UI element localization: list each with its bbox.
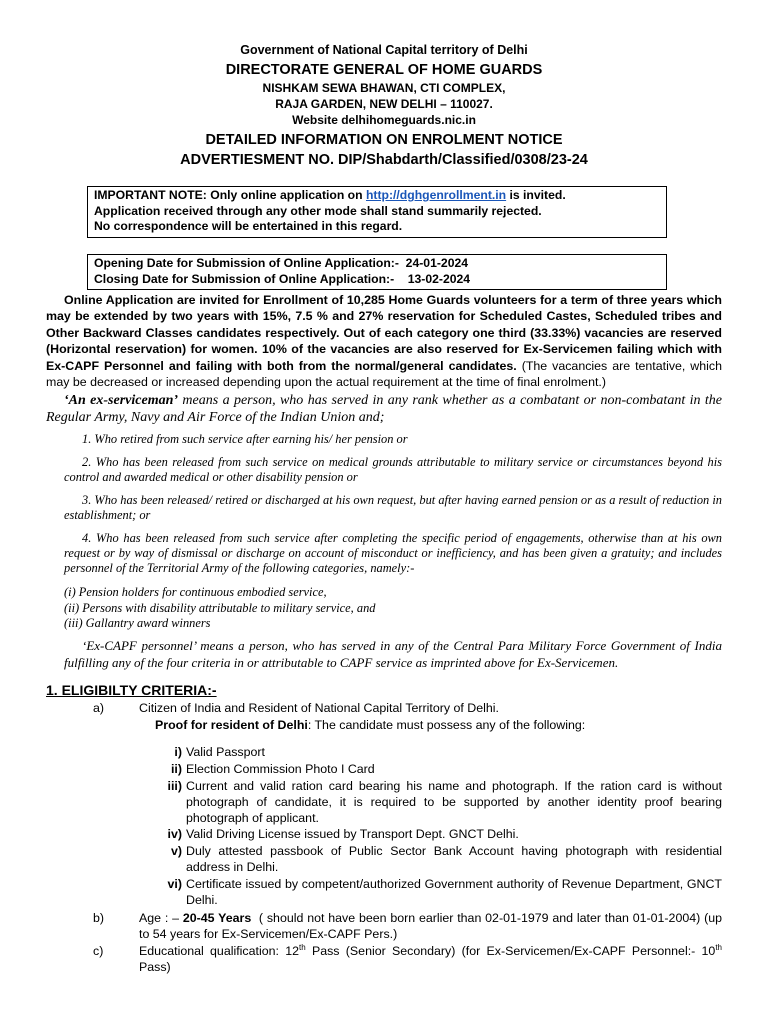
dates-box — [87, 254, 667, 290]
govt-name: Government of National Capital territory of Delhi — [240, 43, 528, 57]
proof-num: iv) — [167, 827, 182, 841]
important-note-box — [87, 186, 667, 238]
notice-title: DETAILED INFORMATION ON ENROLMENT NOTICE — [205, 132, 563, 148]
item-a-label: a) — [93, 701, 105, 715]
proof-heading: Proof for resident of Delhi: The candidate must possess any of the following: — [155, 718, 586, 732]
proof-num: vi) — [167, 877, 182, 891]
enrollment-link[interactable]: http://dghgenrollment.in — [365, 188, 507, 202]
closing-date: Closing Date for Submission of Online Application:- 13-02-2024 — [94, 271, 471, 286]
item-c-text: Educational qualification: 12th Pass (Senior Secondary) (for Ex-Servicemen/Ex-CAPF Personnel:- 10th Pass) — [139, 942, 722, 975]
important-note-line-2: Application received through any other mode shall stand summarily rejected. — [94, 203, 542, 218]
proof-num: iii) — [167, 779, 182, 793]
address-line-2: RAJA GARDEN, NEW DELHI – 110027. — [275, 97, 493, 111]
category-2: (ii) Persons with disability attributable to military service, and — [64, 601, 376, 615]
ex-capf-definition: ‘Ex-CAPF personnel’ means a person, who has served in any of the Central Para Military Force Government of India fulfilling any of the four criteria in or attributable to CAPF service as imprinted above for Ex-Servicemen. — [64, 638, 722, 670]
important-note-line-1: IMPORTANT NOTE: Only online application on http://dghgenrollment.in is invited. — [94, 188, 566, 202]
proof-num: i) — [174, 745, 182, 759]
item-a-text: Citizen of India and Resident of National Capital Territory of Delhi. — [139, 701, 499, 715]
criterion-3: 3. Who has been released/ retired or discharged at his own request, but after having earned pension or as a result of reduction in establishment; or — [64, 493, 722, 523]
proof-text: Certificate issued by competent/authorized Government authority of Revenue Department, GNCT Delhi. — [186, 877, 722, 908]
address-line-1: NISHKAM SEWA BHAWAN, CTI COMPLEX, — [262, 81, 506, 95]
website-line: Website delhihomeguards.nic.in — [292, 113, 476, 127]
proof-text: Current and valid ration card bearing his name and photograph. If the ration card is without photograph of candidate, it is required to be supported by another identity proof bearing photograph of applicant. — [186, 779, 722, 826]
criterion-4: 4. Who has been released from such service after completing the specific period of engagements, otherwise than at his own request or by way of dismissal or discharge on account of misconduct or inefficiency, and has been given a gratuity; and includes personnel of the Territorial Army of the following categories, namely:- — [64, 531, 722, 576]
intro-paragraph: Online Application are invited for Enrollment of 10,285 Home Guards volunteers for a term of three years which may be extended by two years with 15%, 7.5 % and 27% reservation for Scheduled Castes, Scheduled tribes and Other Backward Classes candidates respectively. Out of each category one third (33.33%) vacancies are reserved (Horizontal reservation) for women. 10% of the vacancies are also reserved for Ex-Servicemen failing which with Ex-CAPF Personnel and failing with both from the normal/general candidates. (The vacancies are tentative, which may be decreased or increased depending upon the actual requirement at the time of final enrolment.) — [46, 293, 722, 390]
proof-text: Valid Driving License issued by Transport Dept. GNCT Delhi. — [186, 827, 519, 841]
opening-date: Opening Date for Submission of Online Application:- 24-01-2024 — [94, 256, 469, 270]
directorate-title: DIRECTORATE GENERAL OF HOME GUARDS — [225, 62, 543, 78]
proof-text: Duly attested passbook of Public Sector Bank Account having photograph with residential address in Delhi. — [186, 844, 722, 875]
eligibility-heading: 1. ELIGIBILTY CRITERIA:- — [46, 682, 217, 698]
proof-text: Valid Passport — [186, 745, 265, 759]
proof-num: ii) — [170, 762, 182, 776]
proof-num: v) — [170, 844, 182, 858]
ex-serviceman-definition: ‘An ex-serviceman’ means a person, who has served in any rank whether as a combatant or non-combatant in the Regular Army, Navy and Air Force of the Indian Union and; — [46, 393, 722, 425]
advertisement-number: ADVERTIESMENT NO. DIP/Shabdarth/Classified/0308/23-24 — [180, 152, 588, 168]
criterion-2: 2. Who has been released from such service on medical grounds attributable to military service or circumstances beyond his control and awarded medical or other disability pension or — [64, 455, 722, 485]
category-1: (i) Pension holders for continuous embodied service, — [64, 585, 327, 599]
proof-text: Election Commission Photo I Card — [186, 762, 375, 776]
item-b-label: b) — [93, 911, 105, 925]
item-c-label: c) — [93, 944, 104, 958]
category-3: (iii) Gallantry award winners — [64, 616, 211, 630]
criterion-1: 1. Who retired from such service after earning his/ her pension or — [82, 432, 408, 446]
item-b-text: Age : – 20-45 Years ( should not have been born earlier than 02-01-1979 and later than 01-01-2004) (up to 54 years for Ex-Servicemen/Ex-CAPF Pers.) — [139, 911, 726, 942]
important-note-line-3: No correspondence will be entertained in this regard. — [94, 219, 403, 233]
